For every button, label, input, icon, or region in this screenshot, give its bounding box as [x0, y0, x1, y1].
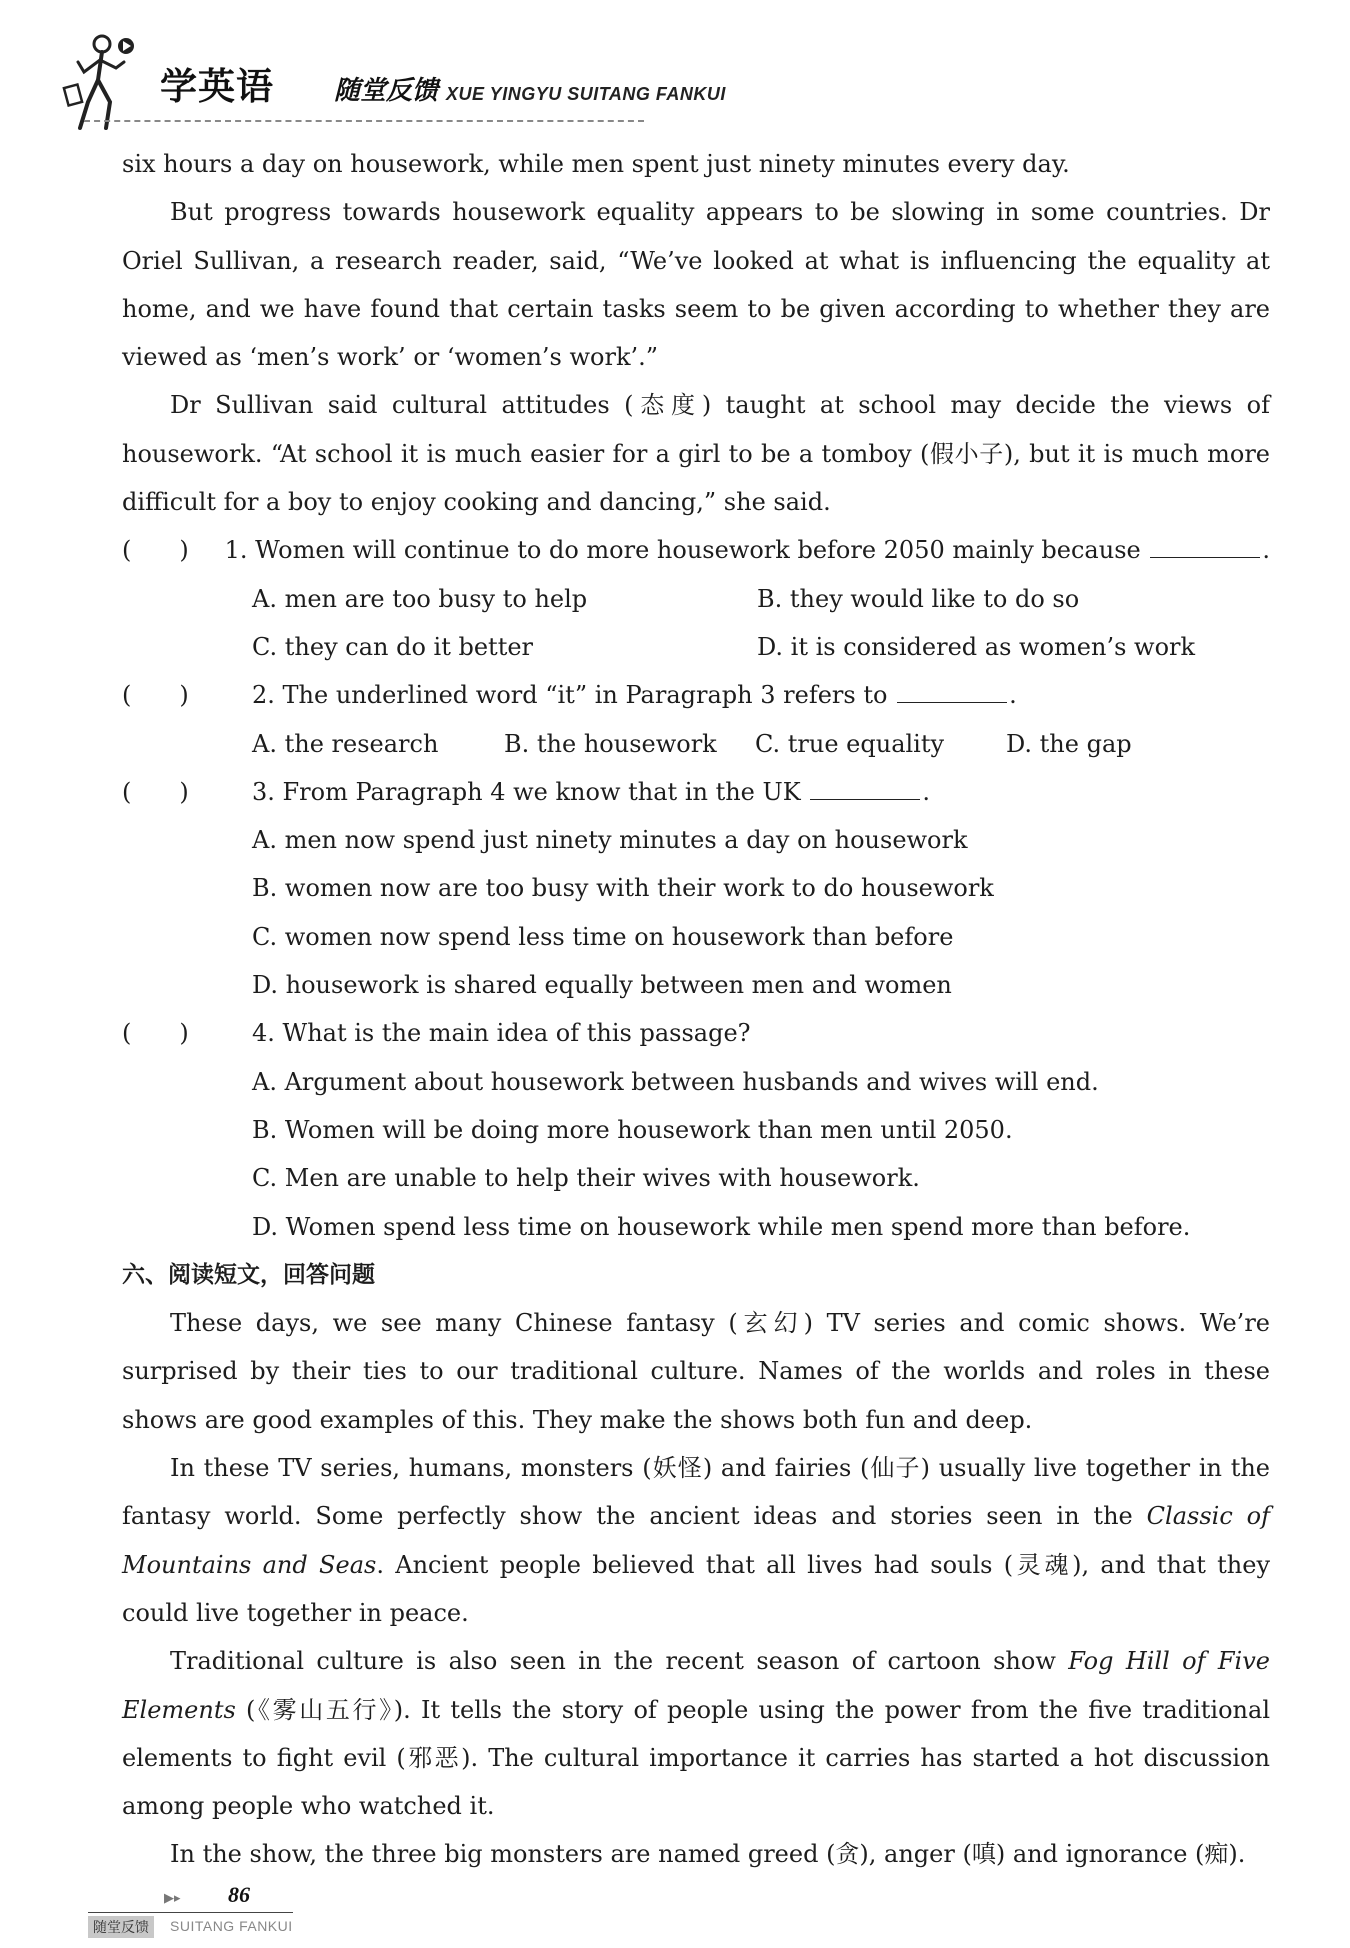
header-divider — [84, 120, 644, 122]
answer-paren[interactable]: ( ) — [122, 1019, 189, 1048]
answer-blank — [897, 676, 1007, 703]
passage-paragraph: But progress towards housework equality appears to be slowing in some countries. Dr Oriel Sullivan, a research reader, said, “We’ve looked at what is influencing the equality at home, and we have found that certain tasks seem to be given according to whether they are viewed as ‘men’s work’ or ‘women’s work’.” — [122, 198, 1270, 372]
answer-paren[interactable]: ( ) — [122, 681, 189, 710]
brand-title — [134, 50, 734, 110]
option-d: D. it is considered as women’s work — [757, 632, 1196, 661]
option-a: A. the research — [252, 729, 439, 758]
section-heading: 六、阅读短文，回答问题 — [122, 1261, 375, 1288]
brand-subtitle-cn: 随堂反馈 — [334, 76, 439, 106]
page-number: 86 — [228, 1882, 250, 1907]
question-1 — [122, 526, 1270, 671]
footer-tag-en: SUITANG FANKUI — [170, 1918, 293, 1934]
page-content — [122, 140, 1270, 1879]
brand-title-en: XUE YINGYU SUITANG FANKUI — [446, 84, 726, 104]
answer-paren[interactable]: ( ) — [122, 536, 189, 565]
passage-paragraph: In the show, the three big monsters are named greed (贪), anger (嗔) and ignorance (痴). — [170, 1840, 1246, 1869]
option-d: D. the gap — [1006, 729, 1132, 758]
question-stem: 1. Women will continue to do more housework before 2050 mainly because . — [225, 526, 1270, 574]
answer-blank — [1150, 531, 1260, 558]
option-a: A. men are too busy to help — [252, 584, 588, 613]
answer-paren[interactable]: ( ) — [122, 777, 189, 806]
book-title: Classic of Mountains and Seas — [122, 1502, 1271, 1579]
passage-paragraph: Dr Sullivan said cultural attitudes (态度) taught at school may decide the views of housework. “At school it is much easier for a girl to be a tomboy (假小子), but it is much more difficult for a boy to enjoy cooking and dancing,” she said. — [122, 391, 1270, 517]
brand-title-cn: 学英语 — [160, 65, 274, 108]
question-3 — [122, 768, 1270, 1009]
passage-line-continued: six hours a day on housework, while men spent just ninety minutes every day. — [122, 150, 1070, 178]
option-b: B. the housework — [504, 729, 717, 758]
option-a: A. Argument about housework between husbands and wives will end. — [252, 1067, 1099, 1096]
page-footer — [88, 1882, 388, 1938]
footer-tag-cn: 随堂反馈 — [88, 1916, 154, 1938]
option-a: A. men now spend just ninety minutes a day on housework — [252, 826, 968, 855]
passage-paragraph: In these TV series, humans, monsters (妖怪) and fairies (仙子) usually live together in the fantasy world. Some perfectly show the ancient ideas and stories seen in the Classic of Mountains and Seas. Ancient people believed that all lives had souls (灵魂), and that they could live together in peace. — [122, 1454, 1271, 1627]
question-stem: 2. The underlined word “it” in Paragraph 3 refers to . — [252, 671, 1017, 719]
question-stem: 4. What is the main idea of this passage? — [252, 1019, 751, 1048]
question-stem: 3. From Paragraph 4 we know that in the UK . — [252, 768, 930, 816]
option-b: B. Women will be doing more housework than men until 2050. — [252, 1115, 1013, 1144]
page-header — [58, 28, 726, 138]
option-b: B. women now are too busy with their work to do housework — [252, 874, 994, 903]
student-figure-icon — [58, 32, 138, 132]
passage-paragraph: These days, we see many Chinese fantasy (玄幻) TV series and comic shows. We’re surprised by their ties to our traditional culture. Names of the worlds and roles in these shows are good examples of this. They make the shows both fun and deep. — [122, 1309, 1270, 1434]
footer-divider — [88, 1912, 293, 1913]
answer-blank — [810, 773, 920, 800]
passage-paragraph: Traditional culture is also seen in the recent season of cartoon show Fog Hill of Five Elements (《雾山五行》). It tells the story of people using the power from the five traditional elements to fight evil (邪恶). The cultural importance it carries has started a hot discussion among people who watched it. — [122, 1647, 1270, 1821]
question-2 — [122, 671, 1270, 768]
option-d: D. Women spend less time on housework while men spend more than before. — [252, 1212, 1191, 1241]
option-c: C. true equality — [755, 729, 945, 758]
show-title: Fog Hill of Five Elements — [122, 1647, 1270, 1724]
option-c: C. women now spend less time on housework than before — [252, 922, 954, 951]
arrow-icon: ▶▸ — [164, 1891, 181, 1906]
option-c: C. they can do it better — [252, 632, 534, 661]
option-c: C. Men are unable to help their wives with housework. — [252, 1164, 920, 1193]
option-b: B. they would like to do so — [757, 584, 1080, 613]
option-d: D. housework is shared equally between men and women — [252, 971, 952, 1000]
question-4 — [122, 1009, 1270, 1250]
